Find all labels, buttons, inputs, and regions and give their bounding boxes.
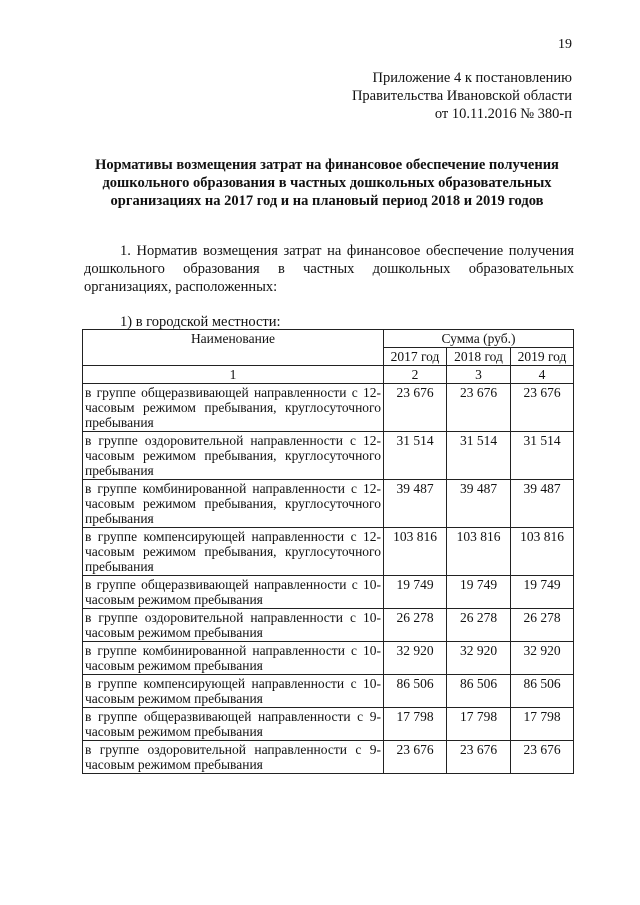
table-row (83, 576, 574, 609)
table-row (83, 675, 574, 708)
norms-table (82, 329, 574, 774)
value-2017: 31 514 (384, 432, 447, 480)
value-2019: 19 749 (511, 576, 574, 609)
value-2018: 32 920 (447, 642, 511, 675)
table-row (83, 480, 574, 528)
appendix-line-2: Правительства Ивановской области (351, 88, 572, 104)
row-label: в группе общеразвивающей направленности с 9-часовым режимом пребывания (83, 708, 384, 741)
value-2018: 23 676 (447, 741, 511, 774)
table-row (83, 642, 574, 675)
appendix-line-1: Приложение 4 к постановлению (372, 70, 572, 86)
col-number-3: 3 (447, 366, 511, 384)
value-2017: 26 278 (384, 609, 447, 642)
value-2018: 103 816 (447, 528, 511, 576)
value-2017: 19 749 (384, 576, 447, 609)
row-label: в группе оздоровительной направленности с 10-часовым режимом пребывания (83, 609, 384, 642)
row-label: в группе комбинированной направленности с 10-часовым режимом пребывания (83, 642, 384, 675)
value-2018: 39 487 (447, 480, 511, 528)
table-row (83, 741, 574, 774)
row-label: в группе оздоровительной направленности с 9-часовым режимом пребывания (83, 741, 384, 774)
header-sum: Сумма (руб.) (384, 330, 574, 348)
row-label: в группе оздоровительной направленности с 12-часовым режимом пребывания, круглосуточного пребывания (83, 432, 384, 480)
value-2019: 103 816 (511, 528, 574, 576)
row-label: в группе компенсирующей направленности с 12-часовым режимом пребывания, круглосуточного пребывания (83, 528, 384, 576)
appendix-reference (352, 69, 572, 123)
value-2017: 23 676 (384, 384, 447, 432)
table-row (83, 609, 574, 642)
document-title: Нормативы возмещения затрат на финансовое обеспечение получения дошкольного образования в частных дошкольных образовательных организациях на 2017 год и на плановый период 2018 и 2019 годов (95, 157, 559, 209)
value-2018: 23 676 (447, 384, 511, 432)
row-label: в группе комбинированной направленности с 12-часовым режимом пребывания, круглосуточного пребывания (83, 480, 384, 528)
table-row (83, 432, 574, 480)
value-2018: 31 514 (447, 432, 511, 480)
value-2018: 26 278 (447, 609, 511, 642)
value-2017: 32 920 (384, 642, 447, 675)
value-2019: 86 506 (511, 675, 574, 708)
table-row (83, 384, 574, 432)
value-2017: 86 506 (384, 675, 447, 708)
subheading-urban: 1) в городской местности: (120, 314, 281, 330)
value-2019: 26 278 (511, 609, 574, 642)
value-2017: 39 487 (384, 480, 447, 528)
row-label: в группе общеразвивающей направленности с 12-часовым режимом пребывания, круглосуточного пребывания (83, 384, 384, 432)
value-2018: 86 506 (447, 675, 511, 708)
value-2019: 31 514 (511, 432, 574, 480)
col-number-4: 4 (511, 366, 574, 384)
value-2018: 19 749 (447, 576, 511, 609)
table-row (83, 708, 574, 741)
page-number: 19 (558, 37, 572, 52)
value-2019: 23 676 (511, 741, 574, 774)
value-2017: 23 676 (384, 741, 447, 774)
value-2019: 17 798 (511, 708, 574, 741)
value-2018: 17 798 (447, 708, 511, 741)
header-year-2017: 2017 год (384, 348, 447, 366)
value-2019: 23 676 (511, 384, 574, 432)
value-2017: 103 816 (384, 528, 447, 576)
col-number-1: 1 (83, 366, 384, 384)
row-label: в группе компенсирующей направленности с 10-часовым режимом пребывания (83, 675, 384, 708)
header-year-2019: 2019 год (511, 348, 574, 366)
value-2019: 32 920 (511, 642, 574, 675)
header-year-2018: 2018 год (447, 348, 511, 366)
value-2019: 39 487 (511, 480, 574, 528)
header-name: Наименование (83, 330, 384, 366)
norm-paragraph: 1. Норматив возмещения затрат на финансовое обеспечение получения дошкольного образования в частных дошкольных образовательных организациях, расположенных: (84, 243, 574, 295)
col-number-2: 2 (384, 366, 447, 384)
row-label: в группе общеразвивающей направленности с 10-часовым режимом пребывания (83, 576, 384, 609)
value-2017: 17 798 (384, 708, 447, 741)
appendix-line-3: от 10.11.2016 № 380-п (434, 106, 572, 122)
table-row (83, 528, 574, 576)
